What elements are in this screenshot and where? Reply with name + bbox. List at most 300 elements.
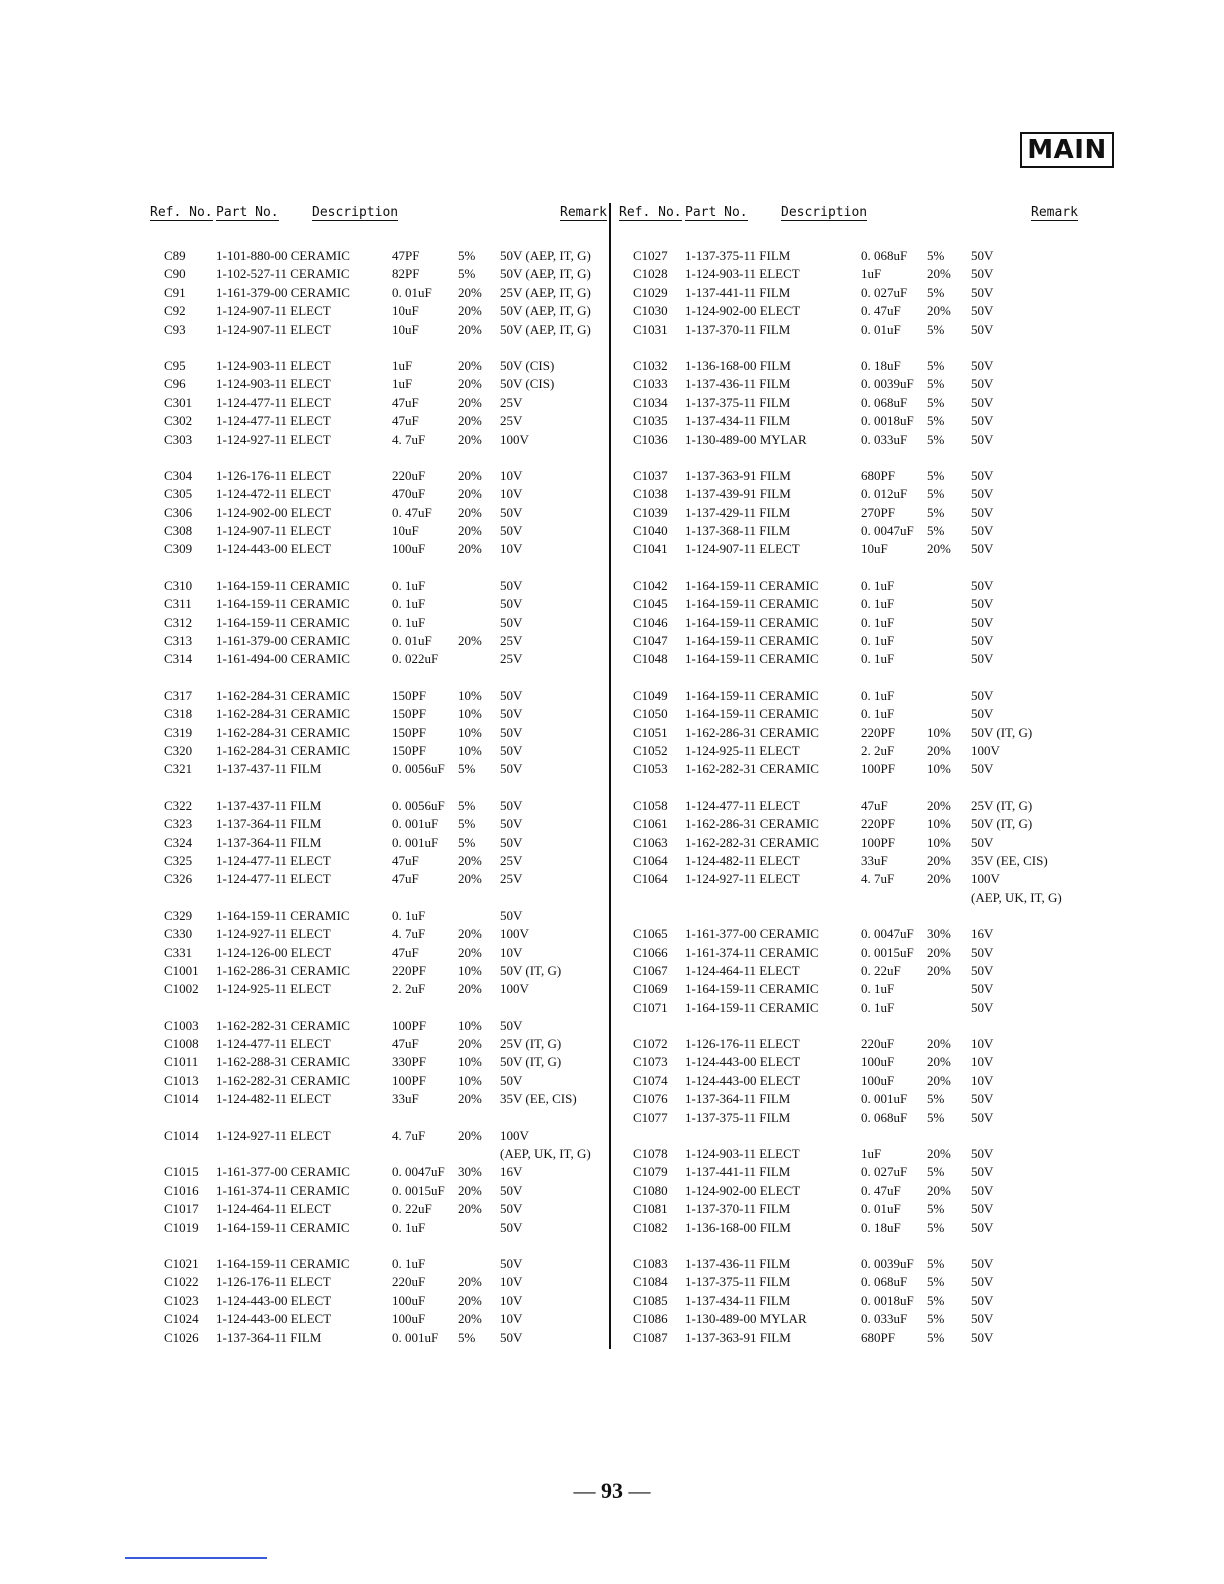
value-cell: 100uF bbox=[392, 1292, 426, 1308]
value-cell: 10uF bbox=[392, 321, 419, 337]
remark-cell: 50V bbox=[971, 1274, 994, 1290]
part-no-cell: 1-124-907-11 ELECT bbox=[685, 541, 800, 557]
part-no-cell: 1-124-443-00 ELECT bbox=[216, 1311, 332, 1327]
parts-row bbox=[148, 742, 608, 760]
part-no-cell: 1-161-377-00 CERAMIC bbox=[216, 1164, 350, 1180]
part-no-cell: 1-162-284-31 CERAMIC bbox=[216, 724, 350, 740]
ref-no-cell: C1040 bbox=[633, 523, 668, 539]
ref-no-cell: C1061 bbox=[633, 816, 668, 832]
parts-row bbox=[617, 577, 1077, 595]
parts-row bbox=[617, 815, 1077, 833]
remark-cell: 100V bbox=[500, 431, 529, 447]
part-no-cell: 1-124-472-11 ELECT bbox=[216, 486, 331, 502]
tolerance-cell: 20% bbox=[927, 1072, 951, 1088]
parts-row bbox=[617, 522, 1077, 540]
ref-no-cell: C1076 bbox=[633, 1091, 668, 1107]
value-cell: 0. 001uF bbox=[861, 1091, 908, 1107]
remark-cell: 50V bbox=[971, 1091, 994, 1107]
ref-no-cell: C1080 bbox=[633, 1182, 668, 1198]
remark-cell: 50V bbox=[500, 706, 523, 722]
ref-no-cell: C1017 bbox=[164, 1201, 199, 1217]
value-cell: 1uF bbox=[861, 266, 882, 282]
ref-no-cell: C331 bbox=[164, 944, 193, 960]
ref-no-cell: C320 bbox=[164, 742, 193, 758]
value-cell: 0. 1uF bbox=[861, 687, 895, 703]
value-cell: 0. 22uF bbox=[392, 1201, 432, 1217]
tolerance-cell: 20% bbox=[458, 633, 482, 649]
remark-cell: 50V bbox=[971, 761, 994, 777]
parts-row bbox=[148, 1255, 608, 1273]
remark-cell: 50V bbox=[971, 486, 994, 502]
parts-row bbox=[148, 834, 608, 852]
value-cell: 10uF bbox=[392, 523, 419, 539]
value-cell: 680PF bbox=[861, 467, 895, 483]
parts-row bbox=[617, 1255, 1077, 1273]
remark-cell: 100V bbox=[500, 926, 529, 942]
part-no-cell: 1-137-364-11 FILM bbox=[216, 834, 322, 850]
part-no-cell: 1-124-903-11 ELECT bbox=[216, 376, 331, 392]
value-cell: 47uF bbox=[392, 1036, 419, 1052]
parts-row bbox=[617, 1072, 1077, 1090]
remark-cell: 50V bbox=[971, 284, 994, 300]
tolerance-cell: 20% bbox=[458, 321, 482, 337]
tolerance-cell: 20% bbox=[927, 266, 951, 282]
tolerance-cell: 20% bbox=[458, 284, 482, 300]
remark-cell: 50V bbox=[971, 706, 994, 722]
value-cell: 0. 47uF bbox=[392, 504, 432, 520]
ref-no-cell: C325 bbox=[164, 852, 193, 868]
ref-no-cell: C1046 bbox=[633, 614, 668, 630]
remark-cell: 50V bbox=[971, 248, 994, 263]
parts-row bbox=[617, 431, 1077, 449]
value-cell: 220PF bbox=[861, 816, 895, 832]
part-no-cell: 1-137-375-11 FILM bbox=[685, 394, 791, 410]
page-number bbox=[0, 1478, 1224, 1504]
parts-row bbox=[617, 595, 1077, 613]
value-cell: 0. 1uF bbox=[861, 706, 895, 722]
value-cell: 47uF bbox=[392, 944, 419, 960]
value-cell: 0. 01uF bbox=[861, 1201, 901, 1217]
parts-group bbox=[617, 687, 1077, 779]
tolerance-cell: 20% bbox=[458, 981, 482, 997]
part-no-cell: 1-137-436-11 FILM bbox=[685, 376, 791, 392]
tolerance-cell: 10% bbox=[927, 724, 951, 740]
tolerance-cell: 10% bbox=[458, 724, 482, 740]
parts-row bbox=[148, 394, 608, 412]
part-no-cell: 1-162-284-31 CERAMIC bbox=[216, 706, 350, 722]
value-cell: 0. 1uF bbox=[392, 907, 426, 923]
remark-cell: 50V (AEP, IT, G) bbox=[500, 266, 591, 282]
parts-row bbox=[148, 1200, 608, 1218]
tolerance-cell: 5% bbox=[927, 1091, 945, 1107]
value-cell: 0. 027uF bbox=[861, 1164, 908, 1180]
remark-cell: 10V bbox=[500, 486, 523, 502]
part-no-cell: 1-162-286-31 CERAMIC bbox=[685, 816, 819, 832]
column-divider bbox=[609, 203, 611, 1349]
tolerance-cell: 5% bbox=[458, 248, 476, 263]
parts-row bbox=[148, 870, 608, 888]
part-no-cell: 1-124-477-11 ELECT bbox=[685, 797, 800, 813]
ref-no-cell: C1048 bbox=[633, 651, 668, 667]
value-cell: 0. 033uF bbox=[861, 1311, 908, 1327]
tolerance-cell: 5% bbox=[927, 431, 945, 447]
part-no-cell: 1-101-880-00 CERAMIC bbox=[216, 248, 350, 263]
tolerance-cell: 20% bbox=[927, 1036, 951, 1052]
parts-group bbox=[148, 247, 608, 339]
remark-cell: 50V bbox=[500, 1201, 523, 1217]
ref-no-cell: C1071 bbox=[633, 999, 668, 1015]
part-no-cell: 1-124-477-11 ELECT bbox=[216, 413, 331, 429]
parts-row bbox=[148, 247, 608, 265]
remark-cell: 50V bbox=[971, 1109, 994, 1125]
value-cell: 680PF bbox=[861, 1329, 895, 1345]
remark-cell: 50V bbox=[500, 1329, 523, 1345]
part-no-cell: 1-164-159-11 CERAMIC bbox=[216, 1219, 350, 1235]
remark-cell: 50V bbox=[500, 816, 523, 832]
remark-cell: 50V bbox=[971, 1311, 994, 1327]
tolerance-cell: 20% bbox=[458, 376, 482, 392]
tolerance-cell: 20% bbox=[458, 541, 482, 557]
tolerance-cell: 20% bbox=[458, 1182, 482, 1198]
parts-row bbox=[617, 724, 1077, 742]
part-no-cell: 1-137-364-11 FILM bbox=[216, 1329, 322, 1345]
part-no-cell: 1-124-477-11 ELECT bbox=[216, 1036, 331, 1052]
remark-cell: 10V bbox=[500, 1292, 523, 1308]
part-no-cell: 1-124-443-00 ELECT bbox=[685, 1054, 801, 1070]
part-no-cell: 1-164-159-11 CERAMIC bbox=[685, 633, 819, 649]
value-cell: 0. 068uF bbox=[861, 1274, 908, 1290]
remark-cell: 50V bbox=[500, 504, 523, 520]
ref-no-cell: C95 bbox=[164, 357, 186, 373]
parts-group bbox=[617, 1035, 1077, 1127]
part-no-cell: 1-161-374-11 CERAMIC bbox=[216, 1182, 350, 1198]
parts-row bbox=[148, 944, 608, 962]
value-cell: 47uF bbox=[392, 852, 419, 868]
part-no-cell: 1-137-364-11 FILM bbox=[216, 816, 322, 832]
tolerance-cell: 5% bbox=[927, 357, 945, 373]
part-no-cell: 1-162-286-31 CERAMIC bbox=[685, 724, 819, 740]
value-cell: 10uF bbox=[861, 541, 888, 557]
ref-no-cell: C1030 bbox=[633, 303, 668, 319]
parts-row bbox=[617, 650, 1077, 668]
value-cell: 0. 0018uF bbox=[861, 1292, 914, 1308]
tolerance-cell: 5% bbox=[927, 376, 945, 392]
parts-column-left bbox=[148, 203, 608, 1365]
ref-no-cell: C89 bbox=[164, 248, 186, 263]
remark-cell: (AEP, UK, IT, G) bbox=[971, 889, 1062, 905]
header-remark: Remark bbox=[1031, 205, 1078, 220]
part-no-cell: 1-126-176-11 ELECT bbox=[685, 1036, 800, 1052]
ref-no-cell: C1023 bbox=[164, 1292, 199, 1308]
value-cell: 0. 1uF bbox=[392, 596, 426, 612]
remark-cell: 50V bbox=[500, 1255, 523, 1271]
parts-group bbox=[148, 687, 608, 779]
value-cell: 100uF bbox=[861, 1072, 895, 1088]
tolerance-cell: 10% bbox=[458, 1072, 482, 1088]
tolerance-cell: 5% bbox=[927, 321, 945, 337]
value-cell: 0. 47uF bbox=[861, 303, 901, 319]
value-cell: 0. 012uF bbox=[861, 486, 908, 502]
ref-no-cell: C317 bbox=[164, 687, 193, 703]
parts-row bbox=[148, 705, 608, 723]
part-no-cell: 1-124-443-00 ELECT bbox=[216, 1292, 332, 1308]
remark-cell: 50V bbox=[500, 761, 523, 777]
ref-no-cell: C1039 bbox=[633, 504, 668, 520]
value-cell: 0. 0015uF bbox=[392, 1182, 445, 1198]
parts-row bbox=[148, 980, 608, 998]
remark-cell: 50V (AEP, IT, G) bbox=[500, 321, 591, 337]
ref-no-cell: C304 bbox=[164, 467, 193, 483]
remark-cell: 50V bbox=[971, 1146, 994, 1162]
ref-no-cell: C1003 bbox=[164, 1017, 199, 1033]
parts-row bbox=[617, 1273, 1077, 1291]
ref-no-cell: C311 bbox=[164, 596, 192, 612]
parts-row bbox=[148, 1219, 608, 1237]
remark-cell: 100V bbox=[971, 871, 1000, 887]
remark-cell: 25V bbox=[500, 394, 523, 410]
part-no-cell: 1-164-159-11 CERAMIC bbox=[216, 907, 350, 923]
tolerance-cell: 20% bbox=[458, 467, 482, 483]
ref-no-cell: C1081 bbox=[633, 1201, 668, 1217]
remark-cell: 50V (AEP, IT, G) bbox=[500, 303, 591, 319]
parts-group bbox=[617, 797, 1077, 907]
remark-cell: 10V bbox=[500, 467, 523, 483]
remark-cell: 50V bbox=[971, 1182, 994, 1198]
value-cell: 47uF bbox=[392, 413, 419, 429]
value-cell: 4. 7uF bbox=[392, 431, 426, 447]
parts-group bbox=[617, 1255, 1077, 1347]
parts-row bbox=[148, 1145, 608, 1163]
parts-row bbox=[617, 284, 1077, 302]
ref-no-cell: C91 bbox=[164, 284, 186, 300]
parts-row bbox=[617, 834, 1077, 852]
remark-cell: 50V bbox=[500, 1017, 523, 1033]
value-cell: 1uF bbox=[861, 1146, 882, 1162]
part-no-cell: 1-124-907-11 ELECT bbox=[216, 523, 331, 539]
parts-row bbox=[148, 302, 608, 320]
ref-no-cell: C1065 bbox=[633, 926, 668, 942]
remark-cell: 50V bbox=[500, 1072, 523, 1088]
parts-row bbox=[617, 614, 1077, 632]
tolerance-cell: 10% bbox=[458, 706, 482, 722]
parts-row bbox=[148, 1127, 608, 1145]
value-cell: 0. 01uF bbox=[392, 284, 432, 300]
tolerance-cell: 5% bbox=[458, 834, 476, 850]
value-cell: 2. 2uF bbox=[392, 981, 426, 997]
value-cell: 10uF bbox=[392, 303, 419, 319]
part-no-cell: 1-124-464-11 ELECT bbox=[685, 962, 800, 978]
parts-row bbox=[148, 1017, 608, 1035]
tolerance-cell: 10% bbox=[458, 962, 482, 978]
part-no-cell: 1-137-368-11 FILM bbox=[685, 523, 791, 539]
value-cell: 0. 0039uF bbox=[861, 376, 914, 392]
part-no-cell: 1-164-159-11 CERAMIC bbox=[685, 687, 819, 703]
header-description: Description bbox=[781, 205, 868, 220]
ref-no-cell: C1035 bbox=[633, 413, 668, 429]
part-no-cell: 1-137-441-11 FILM bbox=[685, 284, 791, 300]
ref-no-cell: C1079 bbox=[633, 1164, 668, 1180]
part-no-cell: 1-126-176-11 ELECT bbox=[216, 1274, 331, 1290]
parts-row bbox=[617, 321, 1077, 339]
remark-cell: 50V bbox=[971, 596, 994, 612]
parts-row bbox=[617, 247, 1077, 265]
parts-row bbox=[617, 357, 1077, 375]
tolerance-cell: 10% bbox=[927, 816, 951, 832]
value-cell: 0. 47uF bbox=[861, 1182, 901, 1198]
value-cell: 0. 0056uF bbox=[392, 797, 445, 813]
parts-row bbox=[617, 412, 1077, 430]
ref-no-cell: C319 bbox=[164, 724, 193, 740]
page-number-dash-right: — bbox=[628, 1478, 651, 1503]
part-no-cell: 1-130-489-00 MYLAR bbox=[685, 1311, 807, 1327]
ref-no-cell: C312 bbox=[164, 614, 193, 630]
parts-row bbox=[148, 375, 608, 393]
value-cell: 470uF bbox=[392, 486, 426, 502]
ref-no-cell: C1072 bbox=[633, 1036, 668, 1052]
part-no-cell: 1-164-159-11 CERAMIC bbox=[216, 1255, 350, 1271]
ref-no-cell: C1051 bbox=[633, 724, 668, 740]
value-cell: 0. 001uF bbox=[392, 834, 439, 850]
remark-cell: 10V bbox=[500, 1274, 523, 1290]
tolerance-cell: 5% bbox=[927, 486, 945, 502]
value-cell: 0. 01uF bbox=[392, 633, 432, 649]
ref-no-cell: C305 bbox=[164, 486, 193, 502]
parts-row bbox=[148, 1182, 608, 1200]
tolerance-cell: 5% bbox=[927, 1329, 945, 1345]
parts-row bbox=[148, 504, 608, 522]
remark-cell: 50V (CIS) bbox=[500, 376, 555, 392]
value-cell: 0. 18uF bbox=[861, 357, 901, 373]
part-no-cell: 1-124-927-11 ELECT bbox=[216, 431, 331, 447]
tolerance-cell: 10% bbox=[458, 1054, 482, 1070]
tolerance-cell: 20% bbox=[458, 394, 482, 410]
page-number-dash-left: — bbox=[573, 1478, 596, 1503]
part-no-cell: 1-124-903-11 ELECT bbox=[685, 1146, 800, 1162]
parts-row bbox=[148, 925, 608, 943]
value-cell: 0. 0039uF bbox=[861, 1255, 914, 1271]
ref-no-cell: C1064 bbox=[633, 852, 668, 868]
remark-cell: 50V bbox=[971, 944, 994, 960]
remark-cell: 50V bbox=[500, 687, 523, 703]
remark-cell: 50V bbox=[500, 724, 523, 740]
remark-cell: 50V bbox=[500, 523, 523, 539]
ref-no-cell: C1031 bbox=[633, 321, 668, 337]
value-cell: 0. 01uF bbox=[861, 321, 901, 337]
tolerance-cell: 5% bbox=[458, 761, 476, 777]
remark-cell: 25V bbox=[500, 633, 523, 649]
part-no-cell: 1-164-159-11 CERAMIC bbox=[685, 706, 819, 722]
ref-no-cell: C1021 bbox=[164, 1255, 199, 1271]
ref-no-cell: C1083 bbox=[633, 1255, 668, 1271]
parts-row bbox=[617, 1035, 1077, 1053]
ref-no-cell: C1050 bbox=[633, 706, 668, 722]
parts-row bbox=[148, 540, 608, 558]
part-no-cell: 1-164-159-11 CERAMIC bbox=[685, 614, 819, 630]
ref-no-cell: C1032 bbox=[633, 357, 668, 373]
ref-no-cell: C1011 bbox=[164, 1054, 199, 1070]
tolerance-cell: 5% bbox=[927, 504, 945, 520]
tolerance-cell: 5% bbox=[927, 1219, 945, 1235]
tolerance-cell: 20% bbox=[927, 742, 951, 758]
tolerance-cell: 20% bbox=[458, 1127, 482, 1143]
parts-row bbox=[617, 265, 1077, 283]
parts-row bbox=[617, 1292, 1077, 1310]
remark-cell: 35V (EE, CIS) bbox=[500, 1091, 577, 1107]
value-cell: 150PF bbox=[392, 742, 426, 758]
tolerance-cell: 20% bbox=[458, 523, 482, 539]
ref-no-cell: C1002 bbox=[164, 981, 199, 997]
tolerance-cell: 5% bbox=[927, 1292, 945, 1308]
value-cell: 0. 1uF bbox=[861, 577, 895, 593]
parts-row bbox=[617, 962, 1077, 980]
parts-row bbox=[148, 431, 608, 449]
tolerance-cell: 20% bbox=[458, 944, 482, 960]
parts-row bbox=[617, 302, 1077, 320]
parts-row bbox=[148, 962, 608, 980]
tolerance-cell: 20% bbox=[927, 962, 951, 978]
value-cell: 0. 0015uF bbox=[861, 944, 914, 960]
parts-group bbox=[617, 467, 1077, 559]
part-no-cell: 1-124-925-11 ELECT bbox=[685, 742, 800, 758]
remark-cell: 50V bbox=[500, 577, 523, 593]
parts-row bbox=[617, 1090, 1077, 1108]
parts-row bbox=[148, 614, 608, 632]
value-cell: 0. 001uF bbox=[392, 816, 439, 832]
part-no-cell: 1-124-925-11 ELECT bbox=[216, 981, 331, 997]
remark-cell: 16V bbox=[971, 926, 994, 942]
parts-group bbox=[617, 357, 1077, 449]
remark-cell: 10V bbox=[971, 1072, 994, 1088]
ref-no-cell: C1084 bbox=[633, 1274, 668, 1290]
header-part-no: Part No. bbox=[216, 205, 279, 220]
value-cell: 0. 1uF bbox=[392, 1219, 426, 1235]
remark-cell: 50V bbox=[500, 742, 523, 758]
part-no-cell: 1-137-375-11 FILM bbox=[685, 1274, 791, 1290]
part-no-cell: 1-137-370-11 FILM bbox=[685, 1201, 791, 1217]
tolerance-cell: 5% bbox=[927, 523, 945, 539]
tolerance-cell: 20% bbox=[458, 871, 482, 887]
ref-no-cell: C1026 bbox=[164, 1329, 199, 1345]
remark-cell: 50V bbox=[500, 614, 523, 630]
parts-row bbox=[148, 1273, 608, 1291]
parts-row bbox=[148, 687, 608, 705]
ref-no-cell: C1037 bbox=[633, 467, 668, 483]
value-cell: 4. 7uF bbox=[392, 1127, 426, 1143]
part-no-cell: 1-137-363-91 FILM bbox=[685, 1329, 791, 1345]
tolerance-cell: 5% bbox=[927, 1255, 945, 1271]
parts-row bbox=[617, 760, 1077, 778]
parts-row bbox=[617, 705, 1077, 723]
header-remark: Remark bbox=[560, 205, 607, 220]
parts-column-right bbox=[617, 203, 1077, 1365]
part-no-cell: 1-161-377-00 CERAMIC bbox=[685, 926, 819, 942]
value-cell: 0. 068uF bbox=[861, 394, 908, 410]
part-no-cell: 1-124-927-11 ELECT bbox=[685, 871, 800, 887]
tolerance-cell: 10% bbox=[927, 761, 951, 777]
remark-cell: 35V (EE, CIS) bbox=[971, 852, 1048, 868]
section-badge: MAIN bbox=[1020, 132, 1114, 168]
parts-row bbox=[148, 1072, 608, 1090]
parts-row bbox=[617, 852, 1077, 870]
value-cell: 82PF bbox=[392, 266, 420, 282]
part-no-cell: 1-164-159-11 CERAMIC bbox=[685, 981, 819, 997]
value-cell: 0. 0056uF bbox=[392, 761, 445, 777]
remark-cell: 10V bbox=[500, 541, 523, 557]
ref-no-cell: C1074 bbox=[633, 1072, 668, 1088]
ref-no-cell: C301 bbox=[164, 394, 193, 410]
part-no-cell: 1-124-443-00 ELECT bbox=[685, 1072, 801, 1088]
part-no-cell: 1-124-126-00 ELECT bbox=[216, 944, 332, 960]
